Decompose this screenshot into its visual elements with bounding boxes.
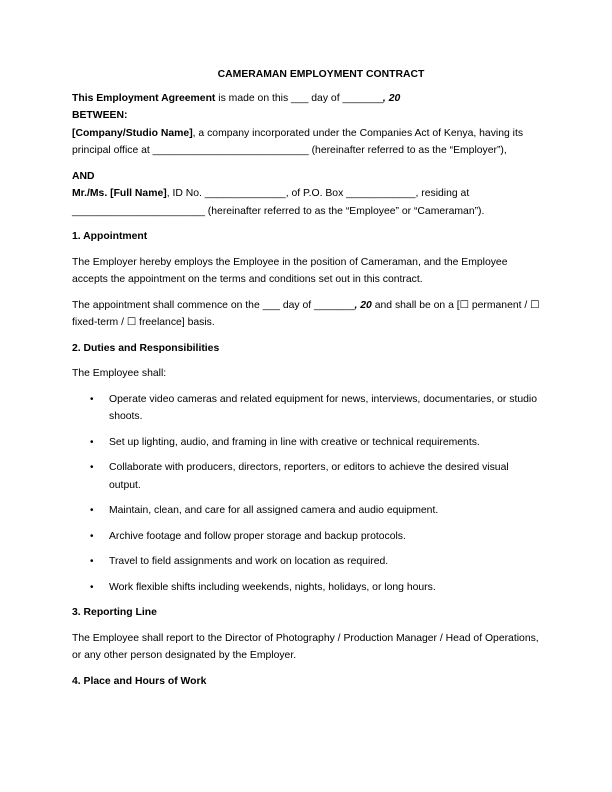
and-label: AND <box>72 170 95 182</box>
bullet-icon: • <box>90 556 94 567</box>
commencement-date-text: The appointment shall commence on the ___ day of _______ <box>72 299 355 311</box>
between-label: BETWEEN: <box>72 110 128 121</box>
agreement-lead: This Employment Agreement <box>72 92 216 104</box>
agreement-date-text: is made on this ___ day of _______ <box>215 92 383 104</box>
list-item <box>90 553 542 571</box>
list-item <box>90 579 542 597</box>
agreement-year: , 20 <box>382 92 401 104</box>
bullet-icon: • <box>90 462 94 473</box>
employee-name: Mr./Ms. [Full Name] <box>72 188 167 199</box>
section-heading-place-hours: 4. Place and Hours of Work <box>72 675 207 687</box>
duty-text: Operate video cameras and related equipment for news, interviews, documentaries, or studio shoots. <box>109 393 537 422</box>
employer-clause <box>72 125 542 160</box>
duty-text: Set up lighting, audio, and framing in line with creative or technical requirements. <box>109 436 480 448</box>
bullet-icon: • <box>90 505 94 516</box>
commencement-year: , 20 <box>354 299 372 311</box>
duties-intro: The Employee shall: <box>72 368 167 379</box>
duty-text: Work flexible shifts including weekends, nights, holidays, or long hours. <box>109 581 436 593</box>
duties-list <box>72 391 542 597</box>
list-item <box>90 434 542 452</box>
bullet-icon: • <box>90 436 94 448</box>
commencement-paragraph <box>72 297 542 332</box>
reporting-paragraph: The Employee shall report to the Director of Photography / Production Manager / Head of Operations, or any other person designated by the Employer. <box>72 632 539 661</box>
employee-clause <box>72 185 542 220</box>
list-item <box>90 459 542 494</box>
list-item <box>90 528 542 546</box>
duty-text: Maintain, clean, and care for all assigned camera and audio equipment. <box>109 505 439 516</box>
employer-details: , a company incorporated under the Companies Act of Kenya, having its principal office at ___________________________ (hereinafter referred to as the “Employer”), <box>72 127 524 156</box>
document-title: CAMERAMAN EMPLOYMENT CONTRACT <box>217 69 425 80</box>
duty-text: Travel to field assignments and work on location as required. <box>109 556 389 567</box>
bullet-icon: • <box>90 581 94 593</box>
employee-details: , ID No. ______________, of P.O. Box ____________, residing at _______________________ (hereinafter referred to as the “Employee” or “Cameraman”). <box>72 188 485 217</box>
list-item <box>90 391 542 426</box>
appointment-paragraph: The Employer hereby employs the Employee in the position of Cameraman, and the Employee accepts the appointment on the terms and conditions set out in this contract. <box>72 256 508 285</box>
section-heading-appointment: 1. Appointment <box>72 231 148 242</box>
employment-type-text: and shall be on a [☐ permanent / ☐ fixed-term / ☐ freelance] basis. <box>72 299 540 328</box>
section-heading-duties: 2. Duties and Responsibilities <box>72 342 220 354</box>
contract-page <box>72 66 542 698</box>
duty-text: Archive footage and follow proper storage and backup protocols. <box>109 530 406 542</box>
list-item <box>90 502 542 520</box>
bullet-icon: • <box>90 393 94 405</box>
bullet-icon: • <box>90 530 94 542</box>
employer-name: [Company/Studio Name] <box>72 127 193 139</box>
agreement-date-line <box>72 90 542 108</box>
duty-text: Collaborate with producers, directors, reporters, or editors to achieve the desired visual output. <box>109 462 509 491</box>
section-heading-reporting: 3. Reporting Line <box>72 607 157 618</box>
